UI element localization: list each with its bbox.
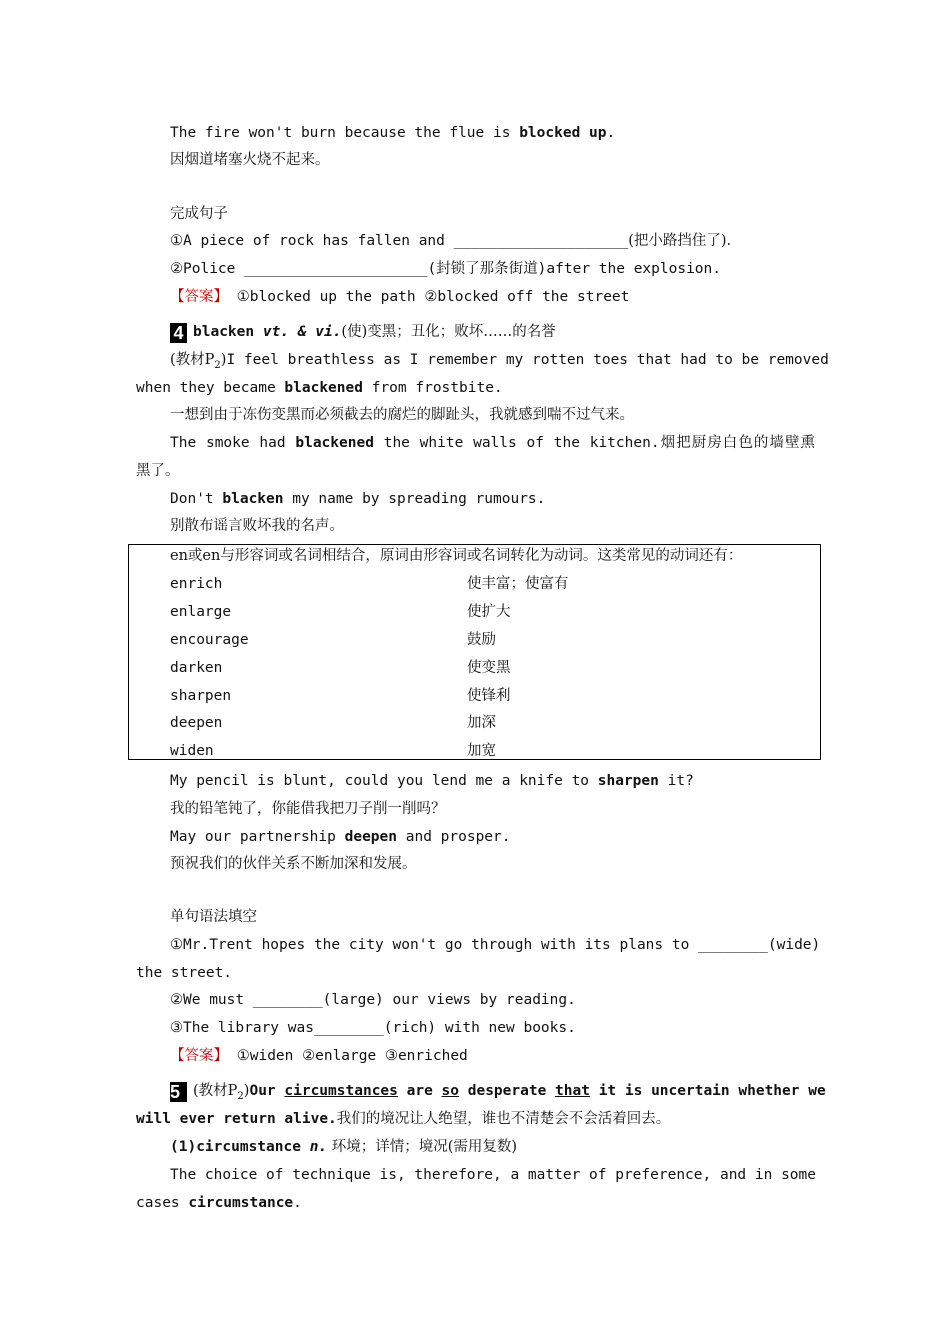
word-en: widen — [170, 743, 214, 759]
example-sentence: The choice of technique is, therefore, a matter of preference, and in some — [170, 1167, 817, 1183]
sub-heading — [170, 1137, 517, 1157]
example-sentence — [170, 827, 511, 847]
key-phrase: circumstance — [188, 1195, 294, 1211]
exercise-question — [170, 259, 721, 279]
translation: 一想到由于冻伤变黑而必须截去的腐烂的脚趾头，我就感到喘不过气来。 — [170, 407, 634, 423]
source-ref-end: ) — [220, 352, 227, 368]
exercise-title: 完成句子 — [170, 206, 228, 222]
translation: 预祝我们的伙伴关系不断加深和发展。 — [170, 856, 417, 872]
source-ref: (教材P — [170, 352, 215, 368]
example-sentence — [170, 771, 694, 791]
key-phrase: blocked up — [519, 125, 607, 141]
headword: blacken — [193, 324, 255, 340]
word-cn: 使锋利 — [467, 688, 511, 704]
word-cn: 加深 — [467, 715, 496, 731]
example-sentence-cont — [136, 1193, 302, 1213]
example-sentence — [170, 123, 615, 143]
text: My pencil is blunt, could you lend me a knife to — [170, 773, 598, 789]
exercise-question: ②We must ________(large) our views by reading. — [170, 992, 576, 1008]
text: and prosper. — [397, 829, 511, 845]
text: Our — [249, 1083, 285, 1099]
word-en: deepen — [170, 715, 223, 731]
translation: 因烟道堵塞火烧不起来。 — [170, 152, 330, 168]
exercise-title: 单句语法填空 — [170, 909, 257, 925]
part-of-speech: vt. & vi. — [262, 324, 342, 340]
text: when they became — [136, 380, 285, 396]
text: The smoke had — [170, 435, 296, 451]
text: (封锁了那条街道)after the explosion. — [427, 261, 721, 277]
underlined-word: so — [441, 1083, 460, 1099]
text: from frostbite. — [362, 380, 503, 396]
word-cn: 使变黑 — [467, 660, 511, 676]
answer-label: 【答案】 — [170, 289, 228, 305]
example-sentence-cont — [136, 378, 503, 398]
exercise-question: ①Mr.Trent hopes the city won't go through with its plans to ________(wide) — [170, 937, 821, 953]
translation: 我的铅笔钝了，你能借我把刀子削一削吗？ — [170, 801, 446, 817]
text: ①A piece of rock has fallen and — [170, 233, 454, 249]
section-heading — [170, 322, 556, 343]
text: it? — [658, 773, 694, 789]
word-en: encourage — [170, 632, 249, 648]
example-sentence — [170, 350, 829, 376]
example-sentence — [170, 433, 815, 453]
section-number: 4 — [170, 323, 187, 343]
word-en: enrich — [170, 576, 223, 592]
part-of-speech: n. — [309, 1139, 328, 1155]
note-intro: en或en与形容词或名词相结合，原词由形容词或名词转化为动词。这类常见的动词还有： — [170, 548, 743, 564]
word-en: enlarge — [170, 604, 232, 620]
key-phrase: blacken — [222, 491, 284, 507]
text: The fire won't burn because the flue is — [170, 125, 520, 141]
text: Don't — [170, 491, 223, 507]
word-cn: 使丰富；使富有 — [467, 576, 569, 592]
answer-line — [170, 287, 629, 307]
word-cn: 鼓励 — [467, 632, 496, 648]
blank: ____________________ — [453, 233, 629, 249]
text: May our partnership — [170, 829, 345, 845]
text: the white walls of the kitchen.烟把厨房白色的墙壁熏 — [373, 435, 815, 451]
word-en: sharpen — [170, 688, 232, 704]
sub-number: (1) — [170, 1139, 197, 1155]
key-phrase: blackened — [295, 435, 374, 451]
section-heading-cont — [136, 1109, 670, 1129]
source-page: 2 — [237, 1090, 244, 1102]
text: . — [293, 1195, 302, 1211]
meaning: (使)变黑；丑化；败坏……的名誉 — [341, 324, 556, 340]
word-cn: 使扩大 — [467, 604, 511, 620]
text: it is uncertain whether we — [589, 1083, 826, 1099]
answer-line — [170, 1046, 468, 1066]
translation: 别散布谣言败坏我的名声。 — [170, 518, 344, 534]
source-ref: (教材P — [193, 1083, 238, 1099]
key-phrase: blackened — [284, 380, 363, 396]
text: . — [606, 125, 616, 141]
exercise-question: ③The library was________(rich) with new books. — [170, 1020, 576, 1036]
text: are — [397, 1083, 442, 1099]
text: ②Police — [170, 261, 245, 277]
text: (把小路挡住了). — [628, 233, 732, 249]
answer-label: 【答案】 — [170, 1048, 228, 1064]
exercise-question-cont: the street. — [136, 965, 233, 981]
source-page: 2 — [214, 359, 221, 371]
headword: circumstance — [196, 1139, 301, 1155]
source-ref-end: ) — [243, 1083, 250, 1099]
key-phrase: sharpen — [597, 773, 659, 789]
text: my name by spreading rumours. — [283, 491, 546, 507]
exercise-question — [170, 231, 731, 251]
text: desperate — [459, 1083, 556, 1099]
blank: _____________________ — [244, 261, 428, 277]
answer-text: ①widen ②enlarge ③enriched — [228, 1048, 468, 1064]
answer-text: ①blocked up the path ②blocked off the street — [228, 289, 630, 305]
word-cn: 加宽 — [467, 743, 496, 759]
key-phrase: deepen — [344, 829, 397, 845]
meaning: 环境；详情；境况(需用复数) — [327, 1139, 518, 1155]
text: will ever return alive. — [136, 1111, 337, 1127]
translation-cont: 黑了。 — [136, 463, 180, 479]
underlined-word: that — [555, 1083, 590, 1099]
translation: 我们的境况让人绝望，谁也不清楚会不会活着回去。 — [336, 1111, 671, 1127]
text: cases — [136, 1195, 189, 1211]
example-sentence — [170, 489, 545, 509]
section-number: 5 — [170, 1082, 187, 1102]
section-heading — [170, 1081, 826, 1107]
word-en: darken — [170, 660, 223, 676]
underlined-word: circumstances — [284, 1083, 398, 1099]
text: I feel breathless as I remember my rotten toes that had to be removed — [226, 352, 829, 368]
